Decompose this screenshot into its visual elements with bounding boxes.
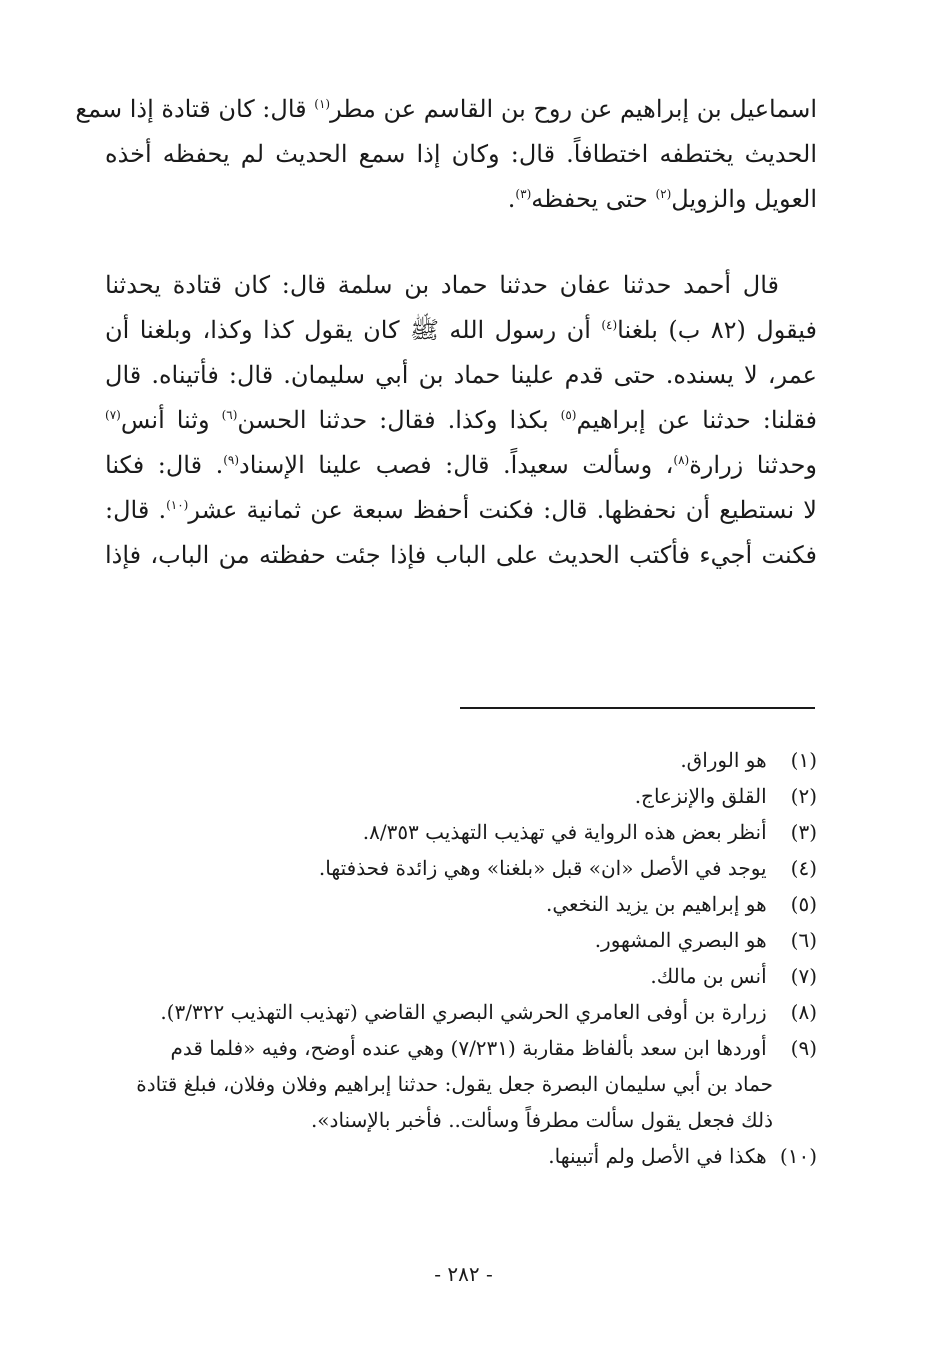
footnote-9	[105, 1030, 817, 1066]
text-segment: فقلنا: حدثنا عن إبراهيم	[576, 406, 817, 434]
footnote-text: هو إبراهيم بن يزيد النخعي.	[545, 892, 767, 916]
footnote-ref-3[interactable]: (٣)	[515, 187, 532, 201]
footnote-text: هكذا في الأصل ولم أتبينها.	[548, 1144, 767, 1168]
text-segment: ، وسألت سعيداً. قال: فصب علينا الإسناد	[239, 451, 674, 479]
footnote-text: زرارة بن أوفى العامري الحرشي البصري القاضي (تهذيب التهذيب ٣/٣٢٢).	[160, 1000, 767, 1024]
footnote-5	[105, 886, 817, 922]
footnote-6	[105, 922, 817, 958]
text-segment: اسماعيل بن إبراهيم عن روح بن القاسم عن مطر	[330, 95, 817, 123]
footnote-7	[105, 958, 817, 994]
paragraph-2-line-2	[105, 308, 817, 353]
footnote-9-continuation-1: حماد بن أبي سليمان البصرة جعل يقول: حدثنا إبراهيم وفلان وفلان، فبلغ قتادة	[136, 1072, 773, 1096]
page-number: - ٢٨٢ -	[434, 1262, 493, 1286]
footnote-ref-9[interactable]: (٩)	[223, 453, 240, 467]
paragraph-2-line-5	[105, 443, 817, 488]
paragraph-1-line-1	[75, 87, 817, 132]
footnote-2	[105, 778, 817, 814]
footnote-number: (١)	[790, 748, 817, 772]
footnote-number: (٣)	[790, 820, 817, 844]
paragraph-1-line-3	[105, 177, 817, 222]
footnote-number: (٦)	[790, 928, 817, 952]
footnote-text: هو البصري المشهور.	[594, 928, 767, 952]
paragraph-2-line-3: عمر، لا يسنده. حتى قدم علينا حماد بن أبي سليمان. قال: فأتيناه. قال	[105, 361, 817, 389]
footnote-number: (١٠)	[779, 1144, 817, 1168]
footnote-number: (٧)	[790, 964, 817, 988]
footnote-ref-8[interactable]: (٨)	[673, 453, 690, 467]
text-segment: .	[507, 185, 516, 213]
text-segment: حتى يحفظه	[531, 185, 656, 213]
paragraph-2-line-4	[105, 398, 817, 443]
footnote-text: يوجد في الأصل «ان» قبل «بلغنا» وهي زائدة فحذفتها.	[318, 856, 767, 880]
footnote-number: (٩)	[790, 1036, 817, 1060]
footnote-8	[105, 994, 817, 1030]
footnote-number: (٨)	[790, 1000, 817, 1024]
footnote-3	[105, 814, 817, 850]
footnote-text: هو الوراق.	[680, 748, 767, 772]
footnote-separator	[460, 707, 815, 709]
text-segment: وثنا أنس	[120, 406, 222, 434]
text-segment: . قال:	[105, 496, 167, 524]
paragraph-2-line-7: فكنت أجيء فأكتب الحديث على الباب فإذا جئت حفظته من الباب، فإذا	[105, 541, 817, 569]
text-segment: فيقول (٨٢ ب) بلغنا	[617, 316, 818, 344]
footnote-9-continuation-2: ذلك فجعل يقول سألت مطرفاً وسألت.. فأخبر بالإسناد».	[310, 1108, 773, 1132]
footnote-ref-4[interactable]: (٤)	[601, 318, 618, 332]
text-segment: قال: كان قتادة إذا سمع	[75, 95, 315, 123]
paragraph-1	[75, 87, 817, 222]
footnote-number: (٥)	[790, 892, 817, 916]
paragraph-2-line-6	[105, 488, 817, 533]
paragraph-1-line-2: الحديث يختطفه اختطافاً. قال: وكان إذا سمع الحديث لم يحفظه أخذه	[105, 140, 817, 168]
footnote-ref-5[interactable]: (٥)	[560, 408, 577, 422]
footnote-10	[105, 1138, 817, 1174]
text-segment: . قال: فكنا	[105, 451, 224, 479]
footnote-text: أوردها ابن سعد بألفاظ مقاربة (٧/٢٣١) وهي عنده أوضح، وفيه «فلما قدم	[170, 1036, 767, 1060]
paragraph-2	[105, 263, 817, 578]
footnote-ref-2[interactable]: (٢)	[655, 187, 672, 201]
footnote-4	[105, 850, 817, 886]
footnote-number: (٢)	[790, 784, 817, 808]
footnote-text: أنظر بعض هذه الرواية في تهذيب التهذيب ٨/٣٥٣.	[362, 820, 767, 844]
footnote-number: (٤)	[790, 856, 817, 880]
footnote-ref-7[interactable]: (٧)	[105, 408, 121, 422]
text-segment: بكذا وكذا. فقال: حدثنا الحسن	[237, 406, 561, 434]
footnote-text: أنس بن مالك.	[650, 964, 767, 988]
footnote-1	[105, 742, 817, 778]
footnote-ref-10[interactable]: (١٠)	[166, 498, 189, 512]
text-segment: وحدثنا زرارة	[689, 451, 817, 479]
text-segment: العويل والزويل	[671, 185, 817, 213]
footnotes-list	[105, 742, 817, 1174]
text-segment: أن رسول الله ﷺ كان يقول كذا وكذا، وبلغنا أن	[105, 316, 602, 344]
footnote-ref-6[interactable]: (٦)	[221, 408, 238, 422]
text-segment: لا نستطيع أن نحفظها. قال: فكنت أحفظ سبعة عن ثمانية عشر	[188, 496, 817, 524]
footnote-ref-1[interactable]: (١)	[314, 97, 331, 111]
paragraph-2-line-1: قال أحمد حدثنا عفان حدثنا حماد بن سلمة قال: كان قتادة يحدثنا	[105, 271, 779, 299]
footnote-text: القلق والإنزعاج.	[634, 784, 767, 808]
